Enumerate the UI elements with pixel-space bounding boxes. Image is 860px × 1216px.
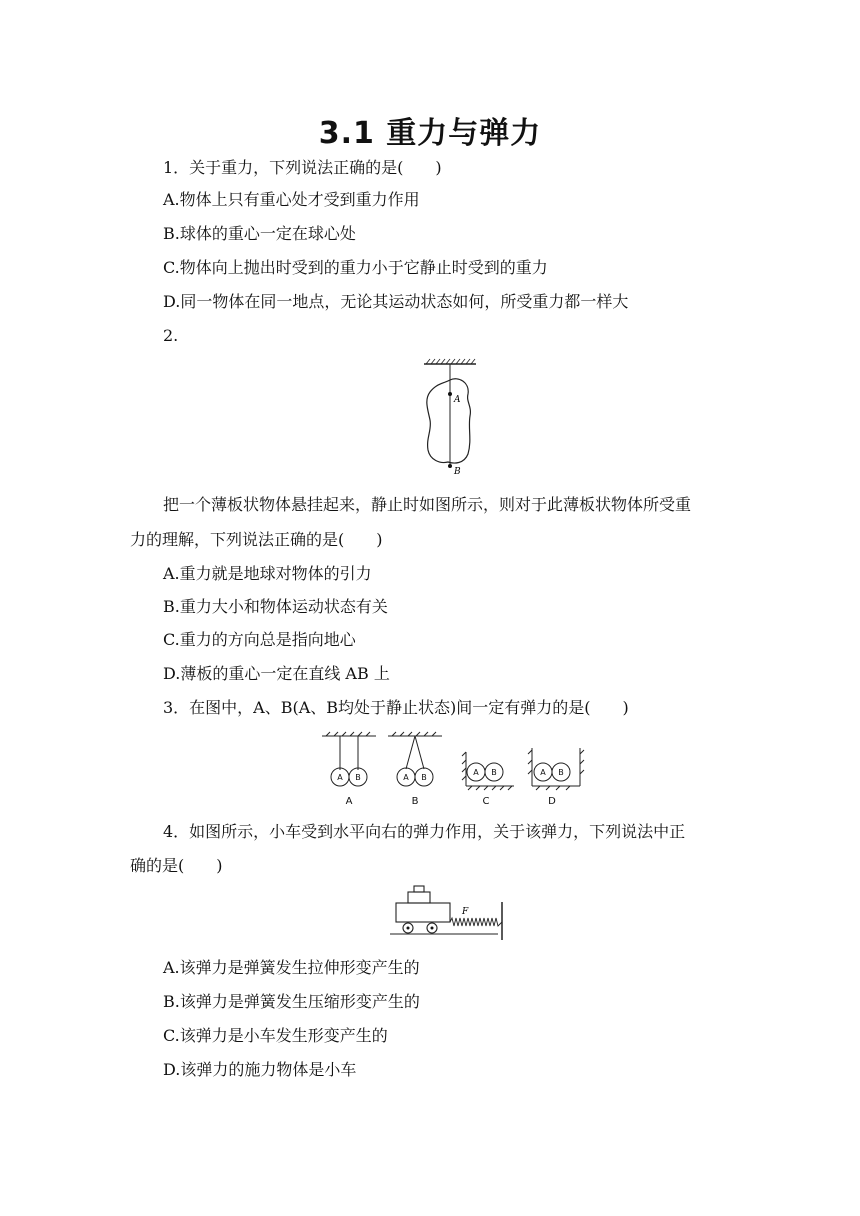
- q4-stem-line1: 4．如图所示，小车受到水平向右的弹力作用，关于该弹力，下列说法中正: [163, 822, 686, 841]
- case-d-ball-a-label: A: [540, 768, 546, 777]
- ball-contact-figure: [318, 730, 588, 808]
- q2-number: 2.: [163, 326, 179, 345]
- force-label: F: [462, 907, 469, 917]
- q1-option-b: B.球体的重心一定在球心处: [163, 224, 356, 243]
- case-d-ball-b-label: B: [558, 768, 564, 777]
- q2-stem-line1: 把一个薄板状物体悬挂起来，静止时如图所示，则对于此薄板状物体所受重: [163, 495, 692, 514]
- case-b: [388, 732, 442, 786]
- q2-option-c: C.重力的方向总是指向地心: [163, 630, 356, 649]
- hanging-plate-figure: [418, 358, 482, 476]
- q2-stem-line2: 力的理解，下列说法正确的是( ): [130, 530, 383, 549]
- case-d: [528, 748, 584, 790]
- q1-option-d: D.同一物体在同一地点，无论其运动状态如何，所受重力都一样大: [163, 292, 629, 311]
- weight-top: [414, 886, 424, 892]
- weight-block: [408, 892, 430, 903]
- case-c-caption: C: [482, 796, 490, 807]
- q4-option-d: D.该弹力的施力物体是小车: [163, 1060, 357, 1079]
- case-a: [322, 732, 376, 786]
- case-c: [462, 752, 514, 790]
- q1-stem: 1．关于重力，下列说法正确的是( ): [163, 158, 442, 177]
- q1-option-c: C.物体向上抛出时受到的重力小于它静止时受到的重力: [163, 258, 548, 277]
- case-c-ball-a-label: A: [473, 768, 479, 777]
- q2-option-b: B.重力大小和物体运动状态有关: [163, 597, 388, 616]
- q4-option-c: C.该弹力是小车发生形变产生的: [163, 1026, 388, 1045]
- cart-spring-figure: [388, 880, 508, 946]
- case-b-ball-b-label: B: [421, 773, 427, 782]
- spring: [450, 918, 502, 926]
- q4-option-b: B.该弹力是弹簧发生压缩形变产生的: [163, 992, 420, 1011]
- q2-option-a: A.重力就是地球对物体的引力: [163, 564, 372, 583]
- q4-stem-line2: 确的是( ): [130, 856, 223, 875]
- case-d-caption: D: [548, 796, 556, 807]
- case-a-ball-a-label: A: [337, 773, 343, 782]
- cart-body: [396, 903, 450, 922]
- case-c-ball-b-label: B: [491, 768, 497, 777]
- point-b: [448, 464, 452, 468]
- q2-stem: [163, 488, 733, 522]
- case-a-caption: A: [345, 796, 353, 807]
- case-b-caption: B: [411, 796, 419, 807]
- q3-stem: 3．在图中，A、B(A、B均处于静止状态)间一定有弹力的是( ): [163, 698, 629, 717]
- case-b-ball-a-label: A: [403, 773, 409, 782]
- point-b-label: B: [454, 467, 461, 476]
- point-a: [448, 392, 452, 396]
- plate-outline: [427, 379, 471, 463]
- q1-option-a: A.物体上只有重心处才受到重力作用: [163, 190, 420, 209]
- page-title: 3.1 重力与弹力: [318, 116, 542, 151]
- case-a-ball-b-label: B: [355, 773, 361, 782]
- q4-option-a: A.该弹力是弹簧发生拉伸形变产生的: [163, 958, 420, 977]
- q2-option-d: D.薄板的重心一定在直线 AB 上: [163, 664, 390, 683]
- point-a-label: A: [454, 395, 461, 405]
